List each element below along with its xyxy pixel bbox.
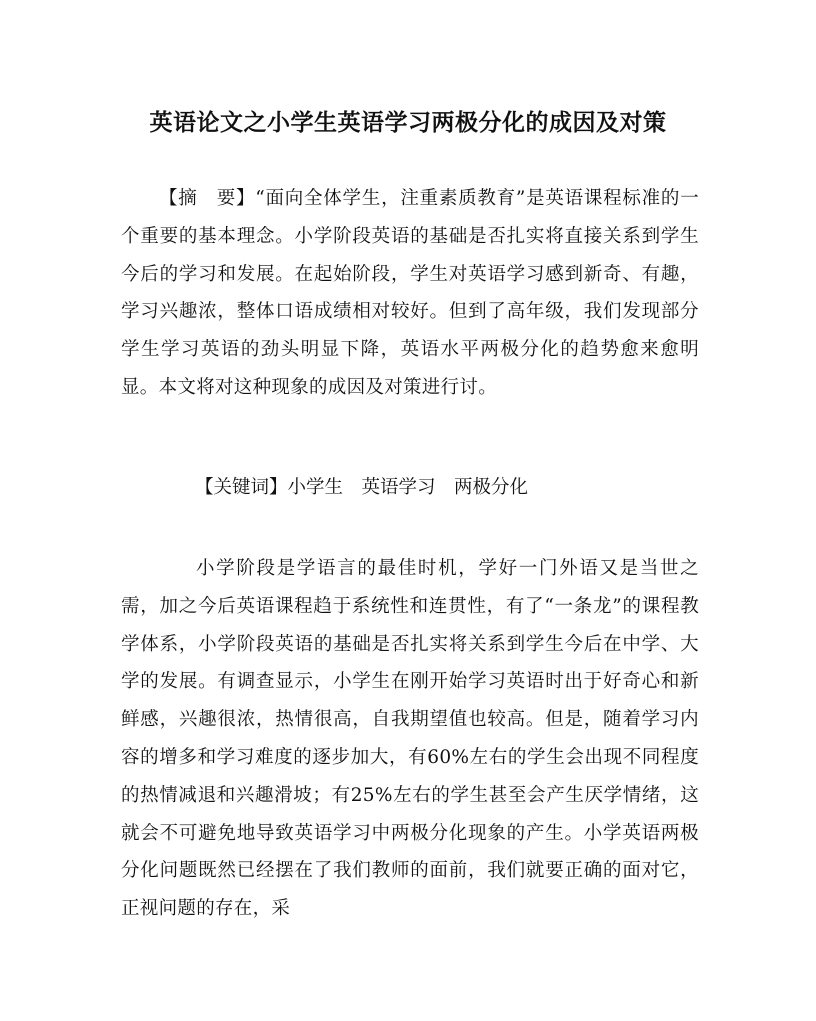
keywords-line: 【关键词】小学生 英语学习 两极分化: [195, 477, 529, 498]
body-paragraph: 小学阶段是学语言的最佳时机，学好一门外语又是当世之需，加之今后英语课程趋于系统性和连贯性，有了“一条龙”的课程教学体系，小学阶段英语的基础是否扎实将关系到学生今后在中学、大学的发展。有调查显示，小学生在刚开始学习英语时出于好奇心和新鲜感，兴趣很浓，热情很高，自我期望值也较高。但是，随着学习内容的增多和学习难度的逐步加大，有60%左右的学生会出现不同程度的热情减退和兴趣滑坡；有25%左右的学生甚至会产生厌学情绪，这就会不可避免地导致英语学习中两极分化现象的产生。小学英语两极分化问题既然已经摆在了我们教师的面前，我们就要正确的面对它，正视问题的存在，采: [121, 558, 699, 920]
abstract-paragraph: 【摘 要】“面向全体学生，注重素质教育”是英语课程标准的一个重要的基本理念。小学阶段英语的基础是否扎实将直接关系到学生今后的学习和发展。在起始阶段，学生对英语学习感到新奇、有趣，学习兴趣浓，整体口语成绩相对较好。但到了高年级，我们发现部分学生学习英语的劲头明显下降，英语水平两极分化的趋势愈来愈明显。本文将对这种现象的成因及对策进行讨。: [121, 188, 699, 398]
document-title: 英语论文之小学生英语学习两极分化的成因及对策: [149, 109, 667, 136]
